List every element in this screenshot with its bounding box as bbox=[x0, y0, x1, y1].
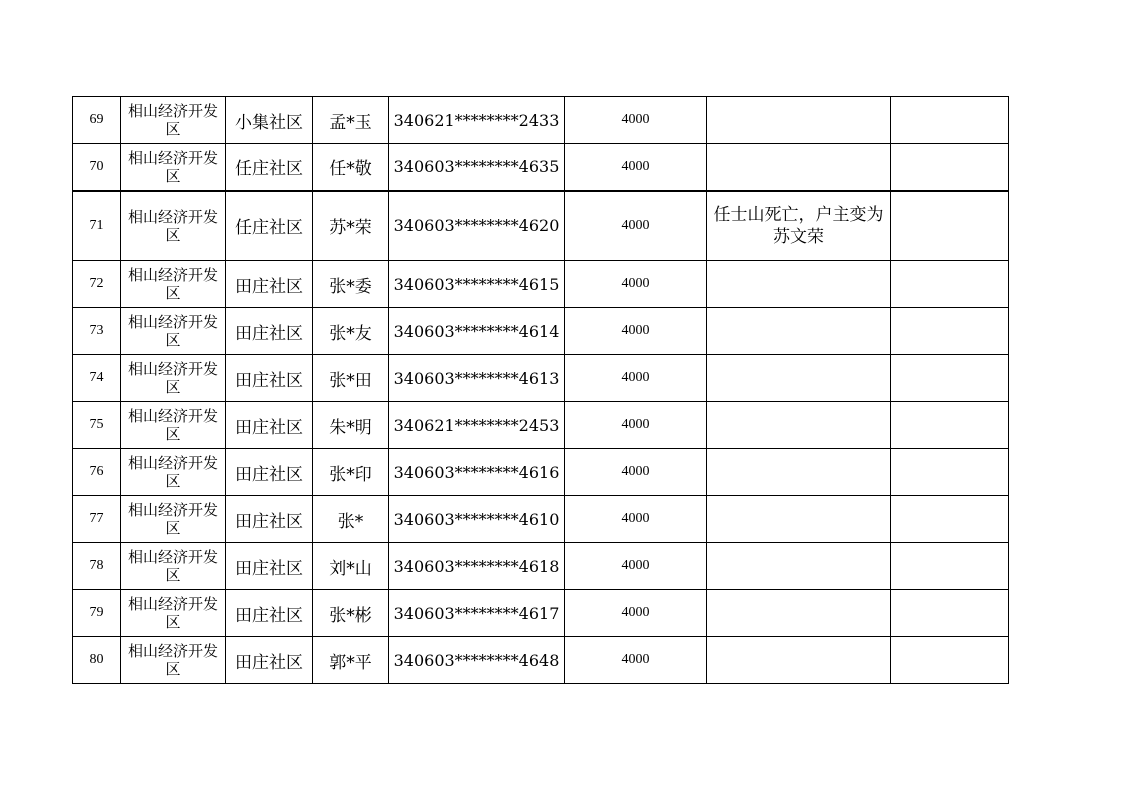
community-cell: 田庄社区 bbox=[226, 308, 313, 355]
id-number-cell: 340603********4635 bbox=[389, 144, 565, 191]
area-cell: 相山经济开发区 bbox=[121, 402, 226, 449]
extra-cell bbox=[891, 144, 1009, 191]
community-cell: 田庄社区 bbox=[226, 496, 313, 543]
amount-cell: 4000 bbox=[565, 355, 707, 402]
id-number-cell: 340603********4610 bbox=[389, 496, 565, 543]
table-row bbox=[73, 191, 1009, 261]
amount-cell: 4000 bbox=[565, 261, 707, 308]
amount-cell: 4000 bbox=[565, 496, 707, 543]
note-cell bbox=[707, 496, 891, 543]
row-number: 72 bbox=[73, 261, 121, 308]
id-number-cell: 340603********4615 bbox=[389, 261, 565, 308]
community-cell: 小集社区 bbox=[226, 97, 313, 144]
row-number: 73 bbox=[73, 308, 121, 355]
table-row bbox=[73, 308, 1009, 355]
table-row bbox=[73, 144, 1009, 191]
row-number: 69 bbox=[73, 97, 121, 144]
note-cell bbox=[707, 449, 891, 496]
row-number: 75 bbox=[73, 402, 121, 449]
name-cell: 张*彬 bbox=[313, 590, 389, 637]
name-cell: 郭*平 bbox=[313, 637, 389, 684]
amount-cell: 4000 bbox=[565, 543, 707, 590]
table-row bbox=[73, 637, 1009, 684]
extra-cell bbox=[891, 402, 1009, 449]
table-row bbox=[73, 496, 1009, 543]
extra-cell bbox=[891, 590, 1009, 637]
extra-cell bbox=[891, 637, 1009, 684]
amount-cell: 4000 bbox=[565, 449, 707, 496]
row-number: 74 bbox=[73, 355, 121, 402]
area-cell: 相山经济开发区 bbox=[121, 543, 226, 590]
id-number-cell: 340603********4620 bbox=[389, 191, 565, 261]
amount-cell: 4000 bbox=[565, 191, 707, 261]
note-cell bbox=[707, 402, 891, 449]
community-cell: 任庄社区 bbox=[226, 144, 313, 191]
extra-cell bbox=[891, 496, 1009, 543]
id-number-cell: 340603********4617 bbox=[389, 590, 565, 637]
area-cell: 相山经济开发区 bbox=[121, 144, 226, 191]
amount-cell: 4000 bbox=[565, 308, 707, 355]
note-cell: 任士山死亡，户主变为苏文荣 bbox=[707, 191, 891, 261]
extra-cell bbox=[891, 308, 1009, 355]
area-cell: 相山经济开发区 bbox=[121, 191, 226, 261]
amount-cell: 4000 bbox=[565, 590, 707, 637]
row-number: 78 bbox=[73, 543, 121, 590]
table-row bbox=[73, 355, 1009, 402]
table-row bbox=[73, 590, 1009, 637]
community-cell: 田庄社区 bbox=[226, 637, 313, 684]
note-cell bbox=[707, 144, 891, 191]
note-cell bbox=[707, 261, 891, 308]
area-cell: 相山经济开发区 bbox=[121, 261, 226, 308]
name-cell: 刘*山 bbox=[313, 543, 389, 590]
area-cell: 相山经济开发区 bbox=[121, 590, 226, 637]
data-table bbox=[72, 96, 1009, 684]
id-number-cell: 340603********4618 bbox=[389, 543, 565, 590]
row-number: 80 bbox=[73, 637, 121, 684]
extra-cell bbox=[891, 355, 1009, 402]
name-cell: 朱*明 bbox=[313, 402, 389, 449]
table-row bbox=[73, 97, 1009, 144]
area-cell: 相山经济开发区 bbox=[121, 308, 226, 355]
area-cell: 相山经济开发区 bbox=[121, 496, 226, 543]
area-cell: 相山经济开发区 bbox=[121, 97, 226, 144]
community-cell: 田庄社区 bbox=[226, 543, 313, 590]
name-cell: 张*印 bbox=[313, 449, 389, 496]
table-row bbox=[73, 543, 1009, 590]
id-number-cell: 340603********4613 bbox=[389, 355, 565, 402]
row-number: 79 bbox=[73, 590, 121, 637]
name-cell: 孟*玉 bbox=[313, 97, 389, 144]
extra-cell bbox=[891, 97, 1009, 144]
area-cell: 相山经济开发区 bbox=[121, 449, 226, 496]
id-number-cell: 340621********2453 bbox=[389, 402, 565, 449]
amount-cell: 4000 bbox=[565, 402, 707, 449]
extra-cell bbox=[891, 543, 1009, 590]
community-cell: 田庄社区 bbox=[226, 355, 313, 402]
id-number-cell: 340603********4648 bbox=[389, 637, 565, 684]
name-cell: 张*田 bbox=[313, 355, 389, 402]
note-cell bbox=[707, 97, 891, 144]
extra-cell bbox=[891, 449, 1009, 496]
row-number: 70 bbox=[73, 144, 121, 191]
table-row bbox=[73, 261, 1009, 308]
note-cell bbox=[707, 308, 891, 355]
id-number-cell: 340621********2433 bbox=[389, 97, 565, 144]
community-cell: 任庄社区 bbox=[226, 191, 313, 261]
community-cell: 田庄社区 bbox=[226, 402, 313, 449]
row-number: 77 bbox=[73, 496, 121, 543]
table-body bbox=[73, 97, 1009, 684]
name-cell: 苏*荣 bbox=[313, 191, 389, 261]
id-number-cell: 340603********4614 bbox=[389, 308, 565, 355]
note-cell bbox=[707, 355, 891, 402]
note-cell bbox=[707, 590, 891, 637]
table-row bbox=[73, 449, 1009, 496]
row-number: 71 bbox=[73, 191, 121, 261]
amount-cell: 4000 bbox=[565, 97, 707, 144]
extra-cell bbox=[891, 261, 1009, 308]
amount-cell: 4000 bbox=[565, 144, 707, 191]
note-cell bbox=[707, 543, 891, 590]
name-cell: 张* bbox=[313, 496, 389, 543]
extra-cell bbox=[891, 191, 1009, 261]
name-cell: 张*友 bbox=[313, 308, 389, 355]
community-cell: 田庄社区 bbox=[226, 590, 313, 637]
area-cell: 相山经济开发区 bbox=[121, 637, 226, 684]
table-row bbox=[73, 402, 1009, 449]
amount-cell: 4000 bbox=[565, 637, 707, 684]
community-cell: 田庄社区 bbox=[226, 449, 313, 496]
name-cell: 张*委 bbox=[313, 261, 389, 308]
note-cell bbox=[707, 637, 891, 684]
row-number: 76 bbox=[73, 449, 121, 496]
name-cell: 任*敬 bbox=[313, 144, 389, 191]
area-cell: 相山经济开发区 bbox=[121, 355, 226, 402]
id-number-cell: 340603********4616 bbox=[389, 449, 565, 496]
community-cell: 田庄社区 bbox=[226, 261, 313, 308]
